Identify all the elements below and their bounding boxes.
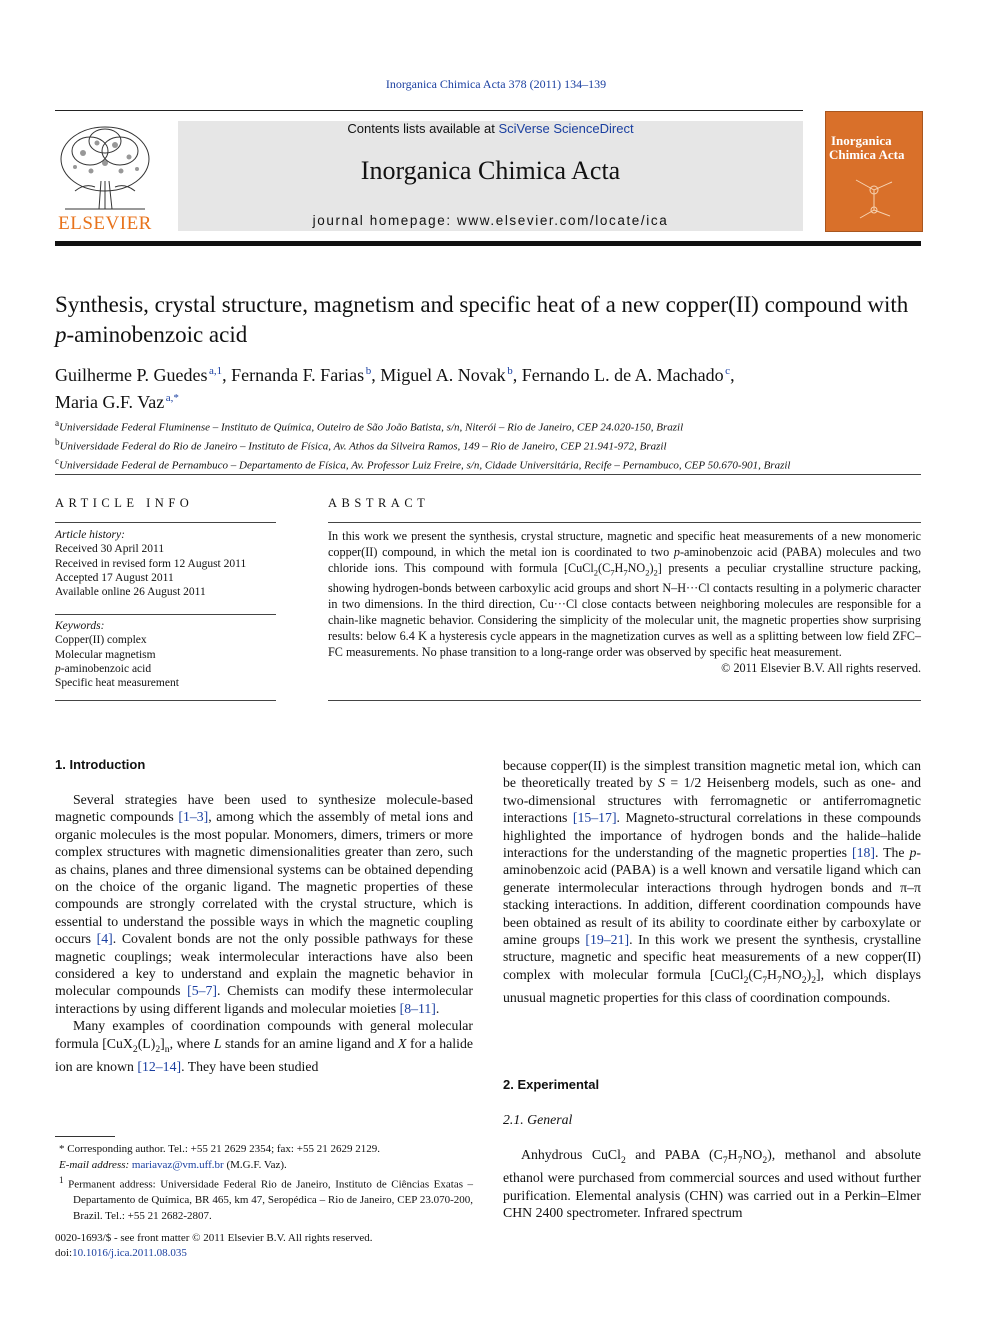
journal-title: Inorganica Chimica Acta xyxy=(360,156,621,185)
affiliation-item: $^b$Universidade Federal do Rio de Janeiro – Instituto de Física, Av. Athos da Silveira Ramos, 149 – Rio de Janeiro, CEP 21.941-972, Brazil xyxy=(55,437,667,453)
abstract-rule xyxy=(328,522,921,523)
abstract-heading: ABSTRACT xyxy=(328,496,430,510)
doi-line: doi:10.1016/j.ica.2011.08.035 xyxy=(55,1246,187,1259)
header-top-rule xyxy=(55,110,803,111)
general-body xyxy=(503,1146,921,1221)
journal-homepage[interactable]: journal homepage: www.elsevier.com/locate/ica xyxy=(312,213,669,228)
footnote-corresponding: * Corresponding author. Tel.: +55 21 2629 2354; fax: +55 21 2629 2129. xyxy=(59,1143,380,1155)
front-matter-line: 0020-1693/$ - see front matter © 2011 Elsevier B.V. All rights reserved. xyxy=(55,1232,373,1244)
abstract-rule xyxy=(328,700,921,701)
affiliations xyxy=(55,416,921,473)
author-affil-link[interactable]: a,1 xyxy=(209,365,223,377)
author-affil-link[interactable]: b xyxy=(507,365,513,377)
history-item: Accepted 17 August 2011 xyxy=(55,571,174,584)
cover-title-line1: Inorganica xyxy=(831,133,892,148)
footnote-email: E-mail address: mariavaz@vm.uff.br (M.G.F. Vaz). xyxy=(59,1158,287,1171)
affiliation-item: $^a$Universidade Federal Fluminense – Instituto de Química, Outeiro de São João Batista, s/n, Niterói – Rio de Janeiro, CEP 24.020-150, Brazil xyxy=(55,418,684,434)
cover-title-line2: Chimica Acta xyxy=(829,147,905,162)
sciencedirect-link[interactable]: SciVerse ScienceDirect xyxy=(498,121,634,136)
paragraph: because copper(II) is the simplest transition magnetic metal ion, which can be theoretically treated by S = 1/2 Heisenberg models, such as one- and two-dimensional structures with ferromagnetic or antiferromagnetic interactions [15–17]. Magneto-structural correlations in these compounds highlighted the importance of hydrogen bonds and the halide–halide interactions for the understanding of the magnetic properties [18]. The p-aminobenzoic acid (PABA) is a well known and versatile ligand which can generate intermolecular interactions through hydrogen bonds and π–π stacking interactions. In addition, different coordination compounds have been obtained as result of its ability to coordinate either by carboxylate or amine groups [19–21]. In this work we present the synthesis, crystalline structure, magnetic and specific heat measurements of a new copper(II) complex with molecular formula $[CuCl_2(C_7H_7NO_2)_2]$, which displays unusual magnetic properties for this class of coordination compounds. xyxy=(503,758,921,1006)
contents-prefix: Contents lists available at xyxy=(347,121,499,136)
citation-link[interactable]: [19–21] xyxy=(585,932,630,948)
citation-link[interactable]: [18] xyxy=(851,845,875,861)
citation-link[interactable]: [8–11] xyxy=(399,1000,436,1016)
footnote-rule xyxy=(55,1136,115,1137)
keyword-item: Molecular magnetism xyxy=(55,648,156,661)
paragraph: Many examples of coordination compounds with general molecular formula $[CuX_2(L)_2]_n$, where L stands for an amine ligand and X for a halide ion are known [12–14]. They have been studied xyxy=(55,1018,473,1074)
citation-link[interactable]: [4] xyxy=(96,931,113,947)
history-item: Available online 26 August 2011 xyxy=(55,586,206,599)
affiliation-rule xyxy=(55,474,921,475)
citation-link[interactable]: [12–14] xyxy=(137,1058,182,1074)
footnotes xyxy=(55,1142,473,1225)
affiliation-item: $^c$Universidade Federal de Pernambuco – Departamento de Física, Av. Professor Luiz Freire, s/n, Cidade Universitária, Recife – Pernambuco, CEP 50.670-901, Brazil xyxy=(55,456,791,472)
info-rule xyxy=(55,614,276,615)
abstract-body: In this work we present the synthesis, crystal structure, magnetic and specific heat measurements of a new monomeric copper(II) compound, in which the metal ion is coordinated to two p-aminobenzoic acid (PABA) molecules and two chloride ions. This compound with formula $[CuCl_2(C_7H_7NO_2)_2]$ presents a peculiar crystalline structure packing, showing hydrogen-bonds between carboxylic acid groups and short N–H···Cl contacts resulting in a polymeric character in two dimensions. In the third direction, Cu···Cl close contacts between neighboring molecules are responsible for a chain-like magnetic behavior. Considering the simplicity of the molecular unit, the magnetic properties show surprising results: below 6.4 K a hysteresis cycle appears in the magnetization curves as well as a splitting between low field ZFC–FC measurements. No phase transition to a long-range order was observed by specific heat measurement. © 2011 Elsevier B.V. All rights reserved. xyxy=(328,529,922,676)
keyword-item: Copper(II) complex xyxy=(55,634,147,647)
author-affil-link[interactable]: c xyxy=(725,365,731,377)
info-rule xyxy=(55,522,276,523)
article-info-heading: ARTICLE INFO xyxy=(55,496,194,510)
article-history: Article history: Received 30 April 2011 Received in revised form 12 August 2011 Accepted 17 August 2011 Available online 26 August 2011 xyxy=(55,528,276,599)
citation-link[interactable]: [1–3] xyxy=(178,809,209,825)
info-rule xyxy=(55,700,276,701)
author-list: Guilherme P. Guedes $^{a,1}$, Fernanda F. Farias $^b$, Miguel A. Novak $^b$, Fernando L. de A. Machado $^c$, Maria G.F. Vaz $^{a,*}$ xyxy=(55,365,735,412)
contents-line xyxy=(178,121,803,136)
author-name: Maria G.F. Vaz xyxy=(55,392,165,412)
author-name: Fernando L. de A. Machado xyxy=(521,365,724,385)
keyword-item: Specific heat measurement xyxy=(55,677,179,690)
paragraph: Anhydrous CuCl$_2$ and PABA $(C_7H_7NO_2)$, methanol and absolute ethanol were purchased from commercial sources and used without further purification. Elemental analysis (CHN) was carried out in a Perkin–Elmer CHN 2400 spectrometer. Infrared spectrum xyxy=(503,1147,922,1220)
history-item: Received 30 April 2011 xyxy=(55,543,165,556)
paragraph: Several strategies have been used to synthesize molecule-based magnetic compounds [1–3], among which the assembly of metal ions and organic molecules is the most popular. Monomers, dimers, trimers or more complex structures with magnetic dimensionalities greater than zero, such as chains, planes and three dimensional systems can be obtained depending on the choice of the organic ligand. The magnetic properties of these compounds are strongly correlated with the crystal structure, which is essential to understand the possible ways in which the magnetic coupling occurs [4]. Covalent bonds are not the only possible pathways for these magnetic couplings; weak intermolecular interactions have also been considered a key to understand and explain the magnetic behavior in molecular compounds [5–7]. Chemists can modify these intermolecular interactions by using different ligands and molecular moieties [8–11]. xyxy=(55,792,473,1016)
elsevier-wordmark: ELSEVIER xyxy=(58,213,152,234)
section-heading-introduction: 1. Introduction xyxy=(55,757,146,772)
elsevier-logo[interactable] xyxy=(55,121,155,236)
author-name: Miguel A. Novak xyxy=(380,365,506,385)
front-matter xyxy=(55,1231,373,1260)
subsection-heading-general: 2.1. General xyxy=(503,1112,573,1127)
abstract-copyright: © 2011 Elsevier B.V. All rights reserved. xyxy=(721,661,921,676)
article-title: Synthesis, crystal structure, magnetism and specific heat of a new copper(II) compound with p-aminobenzoic acid xyxy=(55,292,909,347)
keywords: Keywords: Copper(II) complex Molecular magnetism p-aminobenzoic acid Specific heat measurement xyxy=(55,619,276,690)
doi-link[interactable]: 10.1016/j.ica.2011.08.035 xyxy=(72,1246,187,1259)
footnote-permanent-address: $^1$ Permanent address: Universidade Federal Rio de Janeiro, Instituto de Ciências Exatas – Departamento de Química, BR 465, km 47, Seropédica – Rio de Janeiro, CEP 23.070-200, Brazil. Tel.: +55 21 2682-2807. xyxy=(59,1175,473,1223)
keyword-item: p-aminobenzoic acid xyxy=(55,662,152,675)
history-item: Received in revised form 12 August 2011 xyxy=(55,557,247,570)
journal-citation[interactable]: Inorganica Chimica Acta 378 (2011) 134–139 xyxy=(385,77,607,91)
section-heading-experimental: 2. Experimental xyxy=(503,1077,600,1092)
author-name: Guilherme P. Guedes xyxy=(55,365,208,385)
author-name: Fernanda F. Farias xyxy=(231,365,365,385)
introduction-continued xyxy=(503,757,921,1006)
author-affil-link[interactable]: b xyxy=(365,365,372,377)
author-affil-link[interactable]: a,* xyxy=(165,392,179,404)
cover-molecule-icon xyxy=(846,170,902,225)
citation-link[interactable]: [15–17] xyxy=(572,810,617,826)
introduction-body xyxy=(55,791,473,1075)
email-link[interactable]: mariavaz@vm.uff.br xyxy=(131,1158,224,1171)
journal-cover-image[interactable] xyxy=(825,111,923,232)
citation-link[interactable]: [5–7] xyxy=(187,983,218,999)
header-thick-rule xyxy=(55,241,921,246)
